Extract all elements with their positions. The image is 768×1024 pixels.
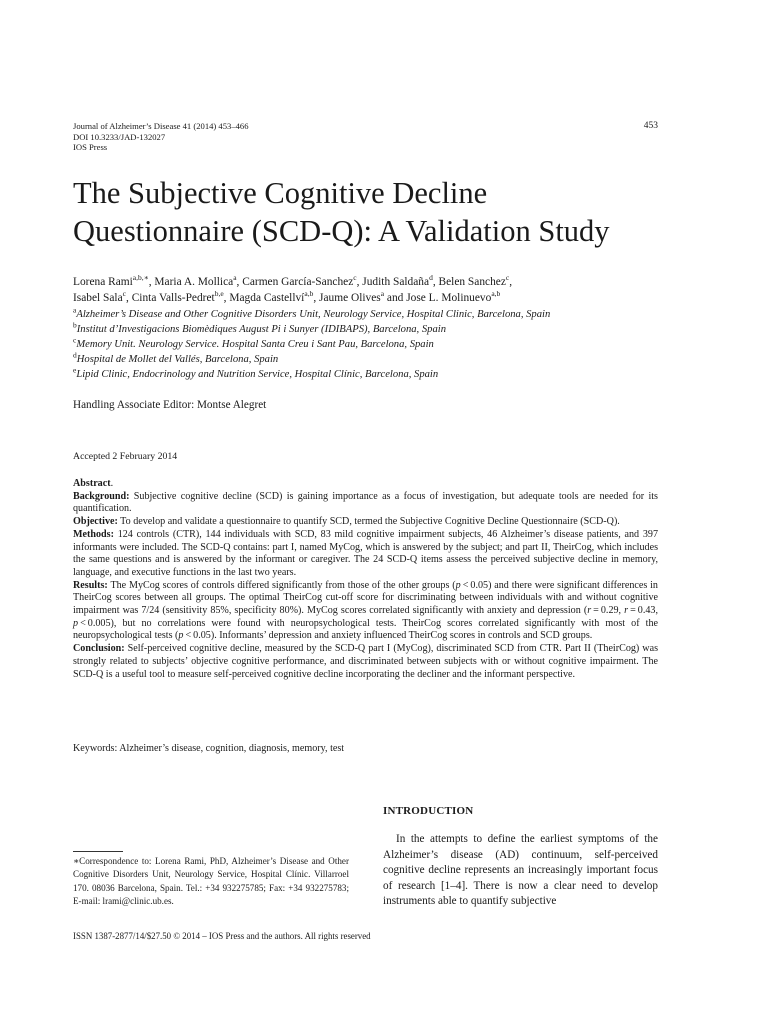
author-name: Judith Saldaña (362, 276, 430, 288)
publisher: IOS Press (73, 142, 108, 153)
r-symbol: r (587, 605, 592, 617)
accepted-date: Accepted 2 February 2014 (73, 451, 178, 462)
affiliation-text: Lipid Clinic, Endocrinology and Nutrition Service, Hospital Clínic, Barcelona, Spain (76, 369, 439, 380)
abstract-heading-line: Abstract. (73, 478, 114, 489)
affiliation (73, 352, 713, 367)
author-line-2: Isabel Sala$^c$, Cinta Valls-Pedret$^{b,e}$, Magda Castellví$^{a,b}$, Jaume Olives$^a$ and Jose L. Molinuevo$^{a,b}$ (73, 289, 501, 304)
affiliation-text: Hospital de Mollet del Vallés, Barcelona, Spain (76, 354, 279, 365)
affiliation-marker: a (73, 305, 77, 315)
introduction-paragraph: In the attempts to define the earliest symptoms of the Alzheimer’s disease (AD) continuum, self-perceived cognitive decline represents an increasingly important focus of research [1–4]. There is now a clear need to develop instruments able to quantify subjective (383, 833, 658, 907)
abstract-results-label: Results: (73, 579, 108, 591)
affiliation (73, 322, 713, 337)
affiliation-text: Institut d’Investigacions Biomèdiques August Pi i Sunyer (IDIBAPS), Barcelona, Spain (76, 324, 446, 335)
author-affiliation-marker: c (505, 273, 510, 283)
affiliation-marker: b (73, 320, 77, 330)
author-affiliation-marker: a (380, 289, 385, 299)
p-symbol: p (178, 630, 184, 642)
affiliation-marker: e (73, 365, 77, 375)
title-line-1: The Subjective Cognitive Decline (73, 176, 488, 210)
author-affiliation-marker: a (233, 273, 237, 283)
abstract-results-text: = 0.43, (628, 605, 658, 617)
abstract-background-label: Background: (73, 490, 130, 502)
author-name: Jose L. Molinuevo (406, 292, 492, 304)
author-affiliation-marker: d (429, 273, 433, 283)
abstract (73, 478, 658, 681)
abstract-results (73, 580, 658, 644)
author-name: Belen Sanchez (438, 276, 506, 288)
author-name: Jaume Olives (319, 292, 381, 304)
issn-copyright: ISSN 1387-2877/14/$27.50 © 2014 – IOS Press and the authors. All rights reserved (73, 931, 371, 941)
footnote-divider (73, 851, 123, 852)
affiliation (73, 367, 713, 382)
affiliation-marker: d (73, 350, 77, 360)
author-name: Cinta Valls-Pedret (131, 292, 215, 304)
author-affiliation-marker: a,b (491, 289, 501, 299)
author-line-1: Lorena Rami$^{a,b,∗}$, Maria A. Mollica$^a$, Carmen García-Sanchez$^c$, Judith Saldaña$^d$, Belen Sanchez$^c$, (73, 273, 513, 288)
abstract-results-text: = 0.29, (591, 605, 625, 617)
abstract-conclusion-label: Conclusion: (73, 643, 125, 655)
abstract-methods-label: Methods: (73, 528, 114, 540)
p-symbol: p (455, 579, 461, 591)
journal-citation: Journal of Alzheimer’s Disease 41 (2014) 453–466 (73, 121, 249, 131)
author-name: Carmen García-Sanchez (242, 276, 354, 288)
abstract-results-text: < 0.005), but no correlations were found with neuropsychological tests. TheirCog scores correlated significantly with most of the neuropsychological tests ( (73, 617, 658, 642)
paper-title (73, 174, 713, 250)
keywords: Keywords: Alzheimer’s disease, cognition, diagnosis, memory, test (73, 743, 345, 754)
author-name: Magda Castellví (229, 292, 305, 304)
handling-editor: Handling Associate Editor: Montse Alegret (73, 399, 267, 411)
abstract-methods-text: 124 controls (CTR), 144 individuals with SCD, 83 mild cognitive impairment subjects, 46 Alzheimer’s disease patients, and 397 informants were included. The SCD-Q contains: part I, named MyCog, which is answered by the subject; and part II, TheirCog, which includes the same questions and is answered by the informant or caregiver. The 24 SCD-Q items assess the perceived subjective decline in memory, language, and executive functions in the last two years. (73, 528, 658, 578)
abstract-results-text: < 0.05). Informants’ depression and anxiety influenced TheirCog scores in controls and SCD groups. (183, 630, 593, 642)
abstract-heading: Abstract (73, 478, 111, 489)
abstract-background (73, 491, 658, 516)
abstract-results-text: < 0.05) and there were significant differences in TheirCog scores between all groups. The optimal TheirCog cut-off score for discriminating between individuals with and without cognitive impairment was 7/24 (sensitivity 85%, specificity 80%). MyCog scores correlated significantly with anxiety and depression ( (73, 579, 658, 617)
affiliation-text: Memory Unit. Neurology Service. Hospital Santa Creu i Sant Pau, Barcelona, Spain (76, 339, 434, 350)
author-name: Maria A. Mollica (154, 276, 234, 288)
author-affiliation-marker: c (122, 289, 126, 299)
affiliation-text: Alzheimer’s Disease and Other Cognitive Disorders Unit, Neurology Service, Hospital Clinic, Barcelona, Spain (76, 309, 551, 320)
author-affiliation-marker: a,b (304, 289, 314, 299)
author-list (73, 274, 713, 306)
affiliation-list (73, 307, 713, 382)
author-name: Lorena Rami (73, 276, 133, 288)
abstract-background-text: Subjective cognitive decline (SCD) is gaining importance as a focus of investigation, but adequate tools are needed for its quantification. (73, 490, 658, 515)
introduction-body (383, 832, 658, 910)
introduction-heading: INTRODUCTION (383, 805, 474, 817)
abstract-methods (73, 529, 658, 580)
author-affiliation-marker: a,b,∗ (132, 273, 149, 283)
title-line-2: Questionnaire (SCD-Q): A Validation Study (73, 214, 610, 248)
abstract-conclusion-text: Self-perceived cognitive decline, measured by the SCD-Q part I (MyCog), discriminated SCD from CTR. Part II (TheirCog) was strongly related to subjects’ objective cognitive performance, and discriminated between subjects with or without cognitive impairment. The SCD-Q is a useful tool to measure self-perceived cognitive decline incorporating the decliner and the informant perspective. (73, 643, 658, 680)
doi: DOI 10.3233/JAD-132027 (73, 131, 166, 142)
abstract-objective (73, 516, 658, 529)
p-symbol: p (73, 617, 79, 629)
affiliation-marker: c (73, 335, 77, 345)
journal-header (73, 121, 249, 153)
correspondence-footnote: ∗Correspondence to: Lorena Rami, PhD, Alzheimer’s Disease and Other Cognitive Disorders Unit, Neurology Service, Hospital Clínic. Villarroel 170. 08036 Barcelona, Spain. Tel.: +34 932275785; Fax: +34 932275783; E-mail: lrami@clinic.ub.es. (73, 856, 349, 907)
abstract-objective-text: To develop and validate a questionnaire to quantify SCD, termed the Subjective Cognitive Decline Questionnaire (SCD-Q). (117, 516, 620, 528)
affiliation (73, 337, 713, 352)
r-symbol: r (624, 605, 629, 617)
author-affiliation-marker: b,e (214, 289, 224, 299)
abstract-objective-label: Objective: (73, 516, 118, 528)
affiliation (73, 307, 713, 322)
abstract-results-text: The MyCog scores of controls differed significantly from those of the other groups ( (107, 579, 456, 591)
author-affiliation-marker: c (353, 273, 357, 283)
page-number: 453 (643, 121, 658, 131)
abstract-conclusion (73, 643, 658, 681)
author-name: Isabel Sala (73, 292, 123, 304)
